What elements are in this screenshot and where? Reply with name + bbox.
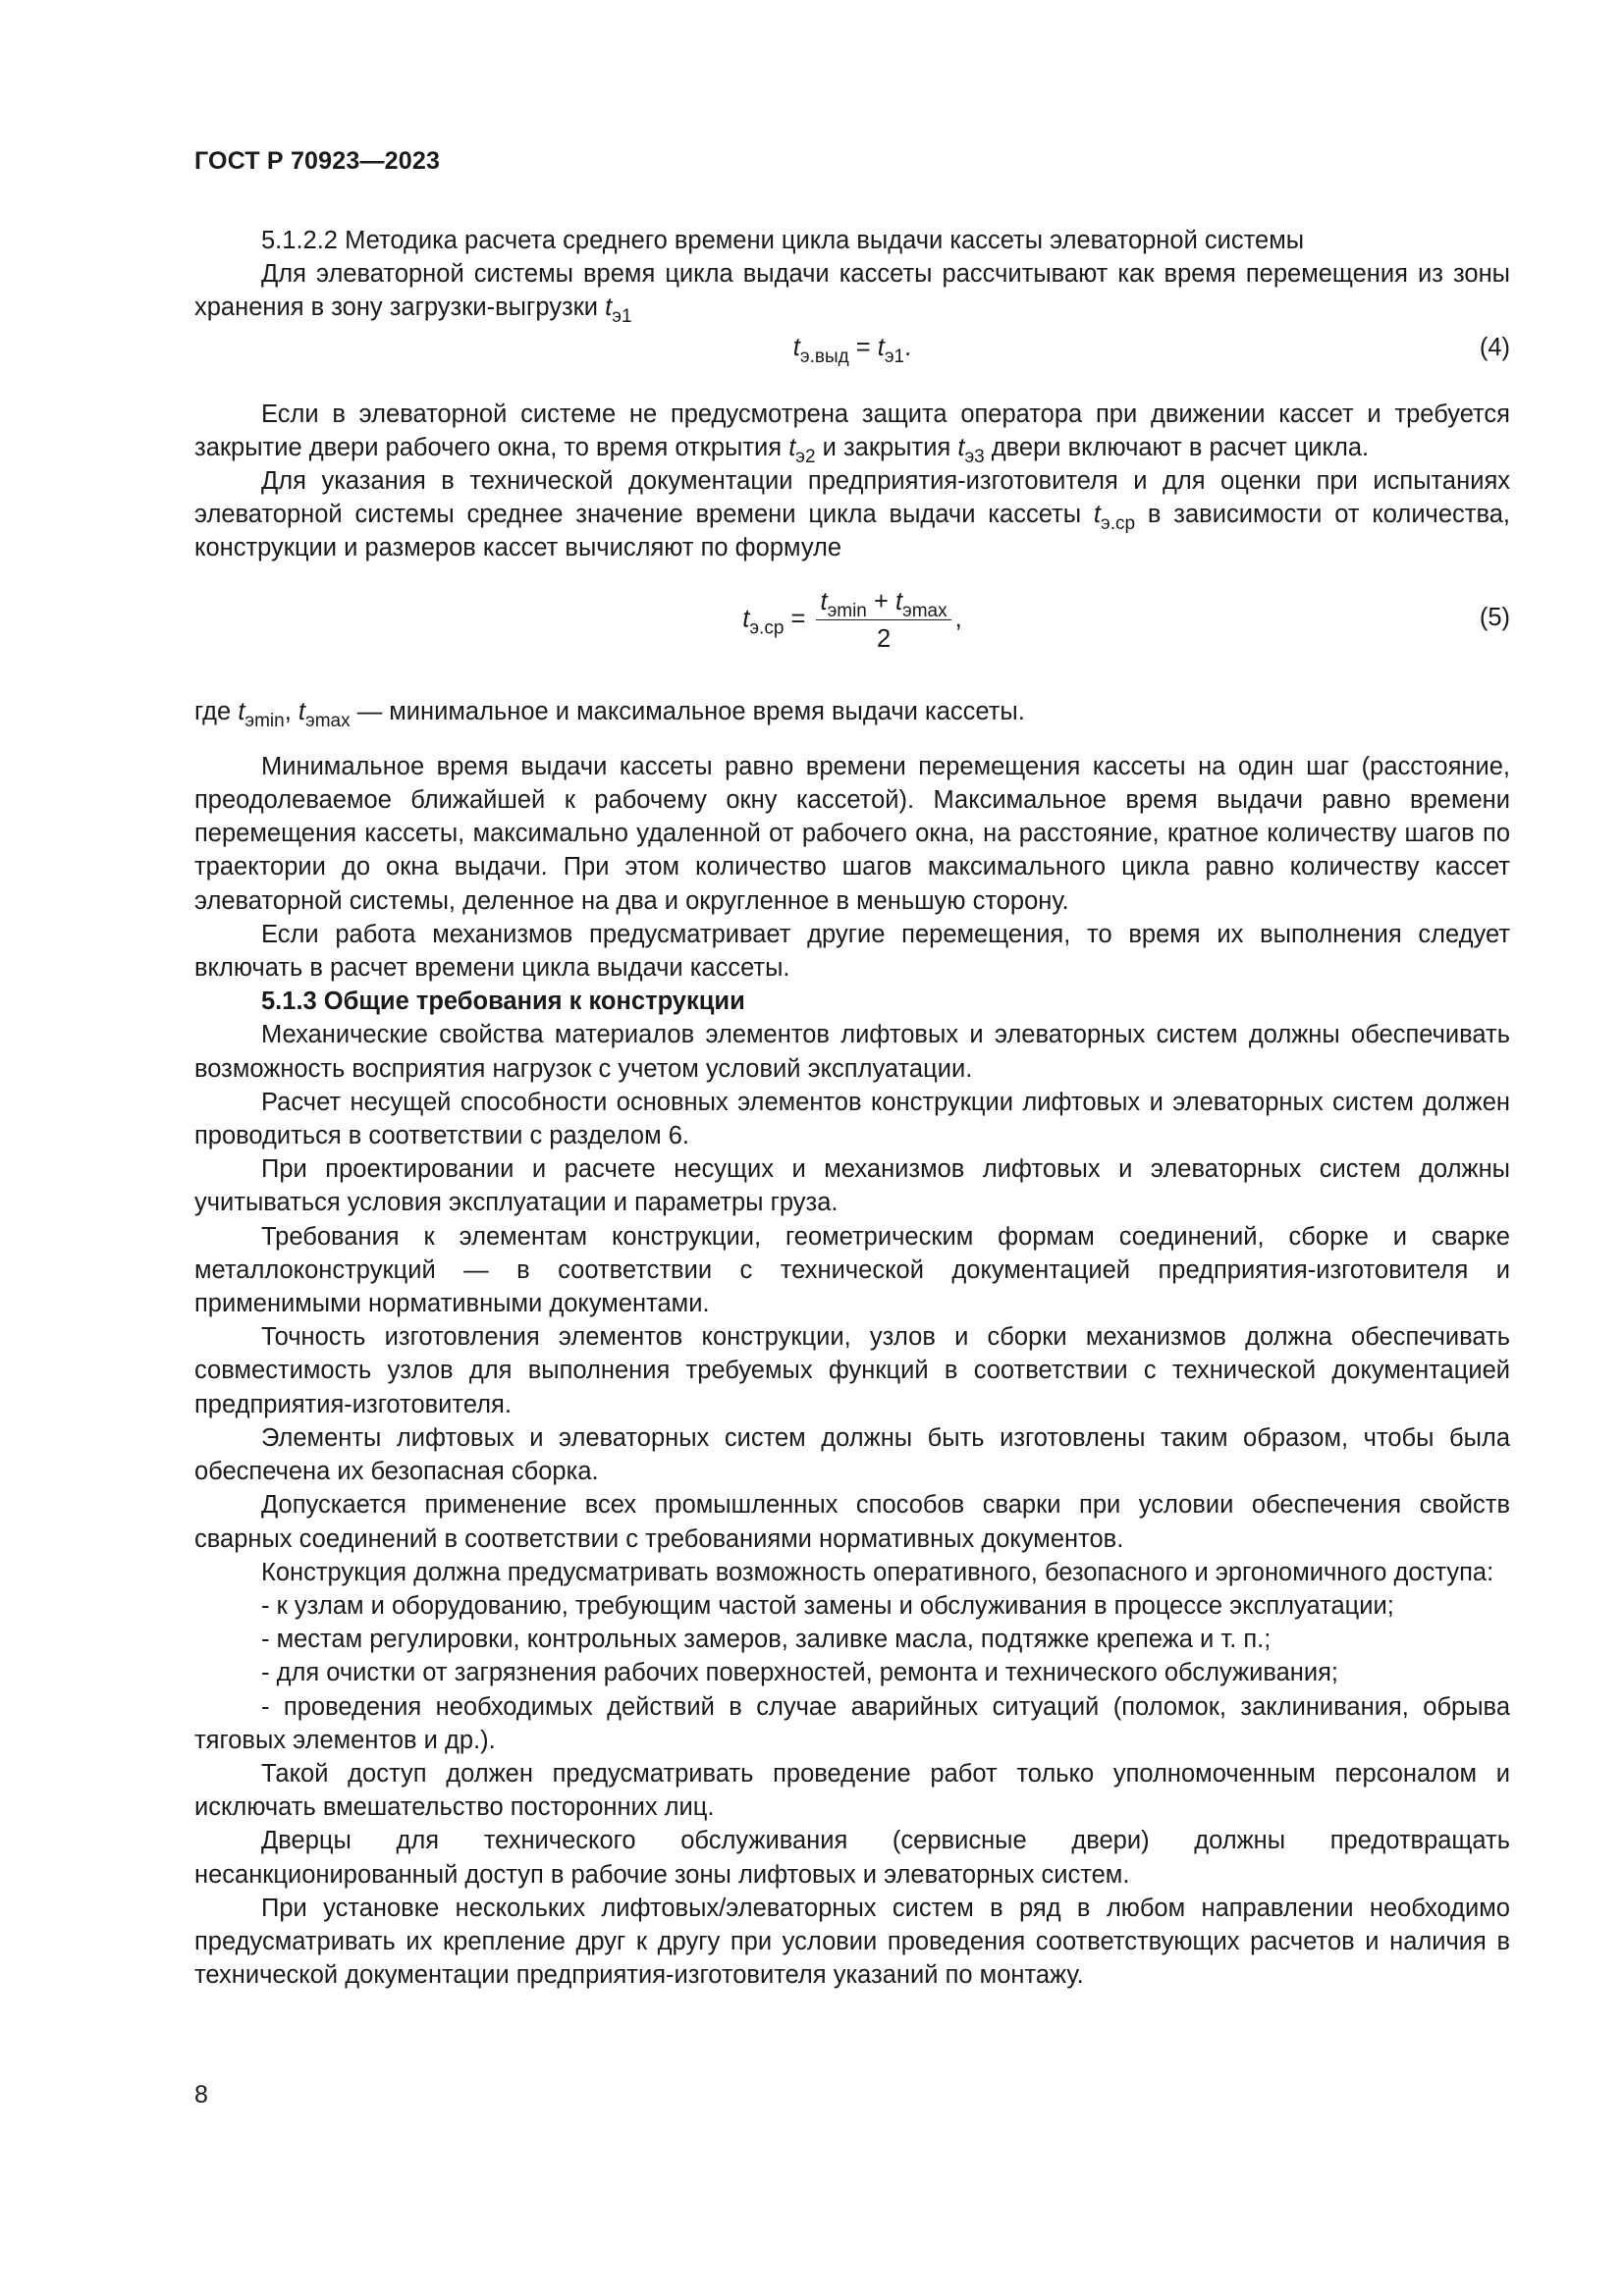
paragraph: Конструкция должна предусматривать возможность оперативного, безопасного и эргономичного доступа: xyxy=(261,1558,1494,1586)
paragraph-cycle-time-elevator xyxy=(194,257,1510,328)
fraction-denominator: 2 xyxy=(876,624,892,653)
formula-plus: + xyxy=(866,587,895,615)
paragraph: Допускается применение всех промышленных способов сварки при условии обеспечения свойств сварных соединений в соответствии с требованиями нормативных документов. xyxy=(194,1491,1510,1553)
formula-punctuation: , xyxy=(954,605,962,633)
variable-t: t xyxy=(788,433,796,461)
variable-subscript: эmin xyxy=(244,710,285,731)
variable-t: t xyxy=(1093,501,1101,529)
paragraph-text: — минимальное и максимальное время выдачи кассеты. xyxy=(356,697,1025,725)
paragraph: Расчет несущей способности основных элементов конструкции лифтовых и элеваторных систем должен проводиться в соответствии с разделом 6. xyxy=(194,1088,1510,1150)
formula-4 xyxy=(194,331,1510,367)
paragraph: При установке нескольких лифтовых/элеваторных систем в ряд в любом направлении необходимо предусматривать их крепление друг к другу при условии проведения соответствующих расчетов и наличия в технической документации предприятия-изготовителя указаний по монтажу. xyxy=(194,1894,1510,1990)
paragraph-text: и закрытия xyxy=(822,433,951,461)
formula-variable: t xyxy=(742,605,750,633)
formula-subscript: эmax xyxy=(902,600,947,621)
formula-punctuation: . xyxy=(904,333,912,361)
paragraph: Элементы лифтовых и элеваторных систем должны быть изготовлены таким образом, чтобы была обеспечена их безопасная сборка. xyxy=(194,1423,1510,1486)
formula-equals: = xyxy=(784,605,813,633)
list-item: - к узлам и оборудованию, требующим частой замены и обслуживания в процессе эксплуатации; xyxy=(261,1591,1394,1620)
variable-t: t xyxy=(957,433,965,461)
list-item: - для очистки от загрязнения рабочих поверхностей, ремонта и технического обслуживания; xyxy=(261,1659,1338,1687)
paragraph-text: двери включают в расчет цикла. xyxy=(991,433,1370,461)
paragraph: Дверцы для технического обслуживания (сервисные двери) должны предотвращать несанкционированный доступ в рабочие зоны лифтовых и элеваторных систем. xyxy=(194,1827,1510,1889)
equation-number-5: (5) xyxy=(1479,603,1510,631)
paragraph-text: Для указания в технической документации предприятия-изготовителя и для оценки при испытаниях элеваторной системы среднее значение времени цикла выдачи кассеты xyxy=(194,467,1510,529)
paragraph: При проектировании и расчете несущих и механизмов лифтовых и элеваторных систем должны учитываться условия эксплуатации и параметры груза. xyxy=(194,1155,1510,1217)
variable-subscript: э3 xyxy=(964,446,985,467)
paragraph: Требования к элементам конструкции, геометрическим формам соединений, сборке и сварке металлоконструкций — в соответствии с технической документацией предприятия-изготовителя и применимыми нормативными документами. xyxy=(194,1222,1510,1318)
list-item: - местам регулировки, контрольных замеров, заливке масла, подтяжке крепежа и т. п.; xyxy=(261,1626,1272,1654)
formula-subscript: э.выд xyxy=(799,346,849,367)
paragraph-average-cycle-time xyxy=(194,464,1510,565)
paragraph-min-max-time: Минимальное время выдачи кассеты равно времени перемещения кассеты на один шаг (расстояние, преодолеваемое ближайшей к рабочему окну кассетой). Максимальное время выдачи равно времени перемещения кассеты, максимально удаленной от рабочего окна, на расстояние, кратное количеству шагов по траектории до окна выдачи. При этом количество шагов максимального цикла равно количеству кассет элеваторной системы, деленное на два и округленное в меньшую сторону. xyxy=(194,752,1510,915)
formula-equals: = xyxy=(848,333,878,361)
paragraph-door-times xyxy=(194,398,1510,467)
variable-subscript: э2 xyxy=(795,446,816,467)
variable-t: t xyxy=(238,697,245,725)
formula-variable: t xyxy=(894,587,903,615)
section-5-1-2-2-heading: 5.1.2.2 Методика расчета среднего времени цикла выдачи кассеты элеваторной системы xyxy=(261,227,1305,254)
formula-fraction xyxy=(816,587,950,654)
paragraph-text: Если в элеваторной системе не предусмотрена защита оператора при движении кассет и требуется закрытие двери рабочего окна, то время открытия xyxy=(194,400,1510,461)
formula-5-row xyxy=(194,565,1510,673)
paragraph-text: в зависимости от количества, конструкции и размеров кассет вычисляют по формуле xyxy=(194,501,1510,562)
variable-t: t xyxy=(298,697,305,725)
paragraph: Такой доступ должен предусматривать проведение работ только уполномоченным персоналом и исключать вмешательство посторонних лиц. xyxy=(194,1759,1510,1822)
punctuation: , xyxy=(284,697,292,725)
section-5-1-3-heading: 5.1.3 Общие требования к конструкции xyxy=(261,988,745,1016)
formula-variable: t xyxy=(877,333,885,361)
formula-5 xyxy=(194,587,1510,654)
paragraph-text: где xyxy=(194,697,232,725)
paragraph-where xyxy=(194,695,1510,731)
variable-t: t xyxy=(605,294,613,322)
variable-subscript: э1 xyxy=(612,306,632,328)
formula-subscript: э1 xyxy=(884,346,905,367)
formula-subscript: эmin xyxy=(827,600,867,621)
formula-variable: t xyxy=(792,333,800,361)
formula-subscript: э.ср xyxy=(749,617,785,639)
variable-subscript: эmax xyxy=(305,710,351,731)
variable-subscript: э.ср xyxy=(1101,513,1136,535)
paragraph: Механические свойства материалов элементов лифтовых и элеваторных систем должны обеспечивать возможность восприятия нагрузок с учетом условий эксплуатации. xyxy=(194,1021,1510,1083)
paragraph-text: Для элеваторной системы время цикла выдачи кассеты рассчитывают как время перемещения из зоны хранения в зону загрузки-выгрузки xyxy=(194,260,1510,322)
paragraph: Точность изготовления элементов конструкции, узлов и сборки механизмов должна обеспечивать совместимость узлов для выполнения требуемых функций в соответствии с технической документацией предприятия-изготовителя. xyxy=(194,1323,1510,1418)
equation-number-4: (4) xyxy=(1479,333,1510,361)
paragraph-other-movements: Если работа механизмов предусматривает другие перемещения, то время их выполнения следует включать в расчет времени цикла выдачи кассеты. xyxy=(194,920,1510,983)
document-header: ГОСТ Р 70923—2023 xyxy=(194,147,441,175)
list-item: - проведения необходимых действий в случае аварийных ситуаций (поломок, заклинивания, обрыва тяговых элементов и др.). xyxy=(194,1692,1510,1754)
fraction-numerator xyxy=(816,587,950,620)
document-body xyxy=(194,224,1510,1992)
formula-4-row xyxy=(194,325,1510,384)
page-number: 8 xyxy=(194,2081,208,2109)
formula-variable: t xyxy=(820,587,828,615)
